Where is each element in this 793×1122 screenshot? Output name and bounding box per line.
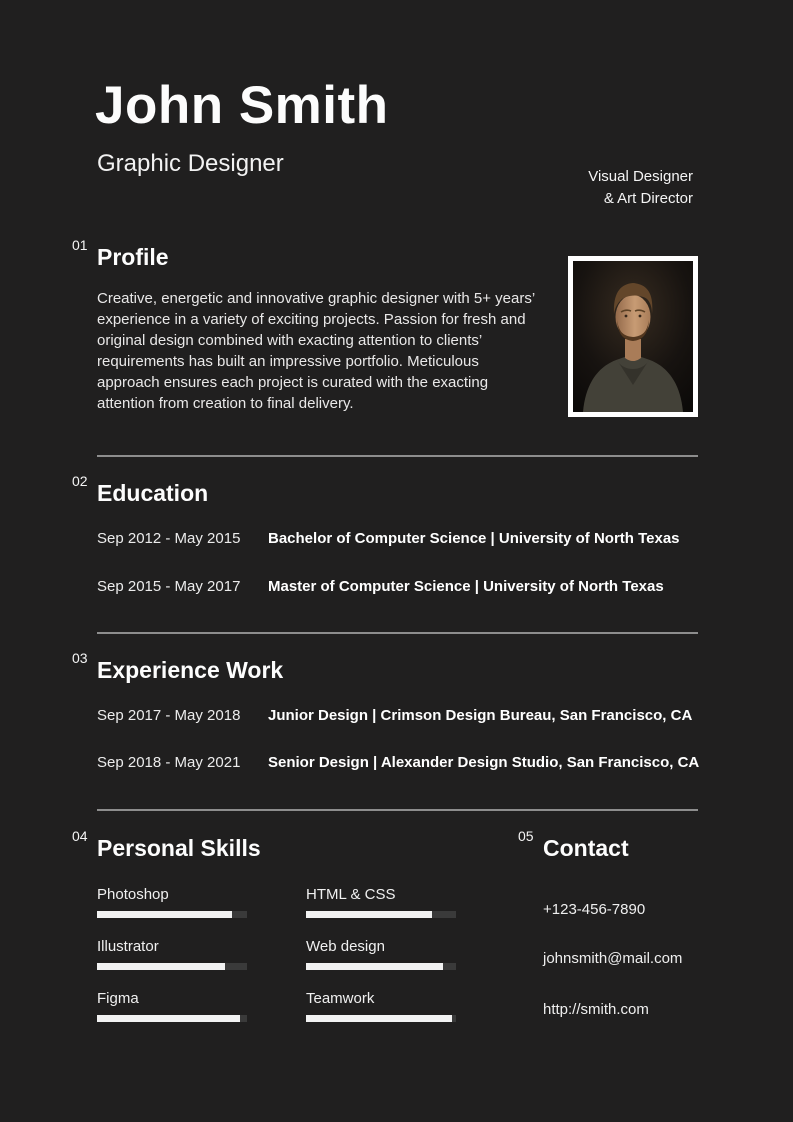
tagline-line-2: & Art Director bbox=[603, 190, 693, 207]
skill-item bbox=[306, 990, 456, 1022]
skill-label: Teamwork bbox=[306, 990, 375, 1007]
skill-bar bbox=[306, 963, 456, 970]
experience-detail: Senior Design | Alexander Design Studio, San Francisco, CA bbox=[268, 754, 700, 771]
profile-paragraph: Creative, energetic and innovative graphic designer with 5+ years’ experience in a variety of exciting projects. Passion for fresh and original design combined with exacting attention to clients’ requirements has built an impressive portfolio. Meticulous approach ensures each project is curated with the exacting attention from creation to final delivery. bbox=[97, 290, 535, 412]
skill-bar bbox=[306, 1015, 456, 1022]
section-number-skills: 04 bbox=[72, 828, 88, 844]
skill-label: HTML & CSS bbox=[306, 886, 396, 903]
section-title-education: Education bbox=[97, 480, 209, 506]
section-heading-skills bbox=[72, 828, 261, 862]
section-title-skills: Personal Skills bbox=[97, 835, 261, 861]
skill-label: Figma bbox=[97, 990, 139, 1007]
skill-label: Web design bbox=[306, 938, 385, 955]
skill-bar-fill bbox=[97, 963, 225, 970]
section-number-education: 02 bbox=[72, 473, 88, 489]
skill-label: Photoshop bbox=[97, 886, 169, 903]
skill-bar-fill bbox=[97, 1015, 240, 1022]
skill-bar-fill bbox=[306, 1015, 452, 1022]
experience-row bbox=[97, 707, 717, 725]
skill-bar-fill bbox=[306, 963, 443, 970]
contact-phone[interactable]: +123-456-7890 bbox=[543, 901, 646, 918]
section-number-profile: 01 bbox=[72, 237, 88, 253]
skill-bar-fill bbox=[97, 911, 232, 918]
person-name: John Smith bbox=[95, 76, 389, 135]
experience-dates: Sep 2018 - May 2021 bbox=[97, 754, 241, 771]
skill-bar bbox=[97, 1015, 247, 1022]
tagline-line-1: Visual Designer bbox=[588, 168, 693, 185]
education-detail: Master of Computer Science | University of North Texas bbox=[268, 578, 664, 595]
skill-item bbox=[97, 886, 247, 918]
skill-item bbox=[306, 886, 456, 918]
section-heading-education bbox=[72, 473, 209, 507]
education-detail: Bachelor of Computer Science | University of North Texas bbox=[268, 530, 680, 547]
header-tagline bbox=[588, 166, 693, 210]
skill-bar bbox=[97, 963, 247, 970]
contact-email[interactable]: johnsmith@mail.com bbox=[543, 950, 683, 967]
skill-label: Illustrator bbox=[97, 938, 159, 955]
section-heading-contact bbox=[518, 828, 629, 862]
education-dates: Sep 2015 - May 2017 bbox=[97, 578, 241, 595]
divider-2 bbox=[97, 632, 698, 634]
experience-row bbox=[97, 754, 717, 772]
education-row bbox=[97, 530, 717, 548]
skill-bar bbox=[97, 911, 247, 918]
section-heading-experience bbox=[72, 650, 284, 684]
experience-dates: Sep 2017 - May 2018 bbox=[97, 707, 241, 724]
skill-item bbox=[97, 938, 247, 970]
section-number-contact: 05 bbox=[518, 828, 534, 844]
portrait-photo bbox=[568, 256, 698, 417]
section-title-contact: Contact bbox=[543, 835, 629, 861]
skill-bar-fill bbox=[306, 911, 432, 918]
portrait-illustration bbox=[573, 261, 693, 412]
education-dates: Sep 2012 - May 2015 bbox=[97, 530, 241, 547]
section-title-experience: Experience Work bbox=[97, 657, 284, 683]
divider-1 bbox=[97, 455, 698, 457]
experience-detail: Junior Design | Crimson Design Bureau, San Francisco, CA bbox=[268, 707, 693, 724]
education-row bbox=[97, 578, 717, 596]
job-title: Graphic Designer bbox=[97, 150, 284, 177]
contact-website[interactable]: http://smith.com bbox=[543, 1001, 649, 1018]
skill-item bbox=[97, 990, 247, 1022]
section-number-experience: 03 bbox=[72, 650, 88, 666]
section-title-profile: Profile bbox=[97, 244, 169, 270]
skill-bar bbox=[306, 911, 456, 918]
divider-3 bbox=[97, 809, 698, 811]
skill-item bbox=[306, 938, 456, 970]
section-heading-profile bbox=[72, 237, 169, 271]
